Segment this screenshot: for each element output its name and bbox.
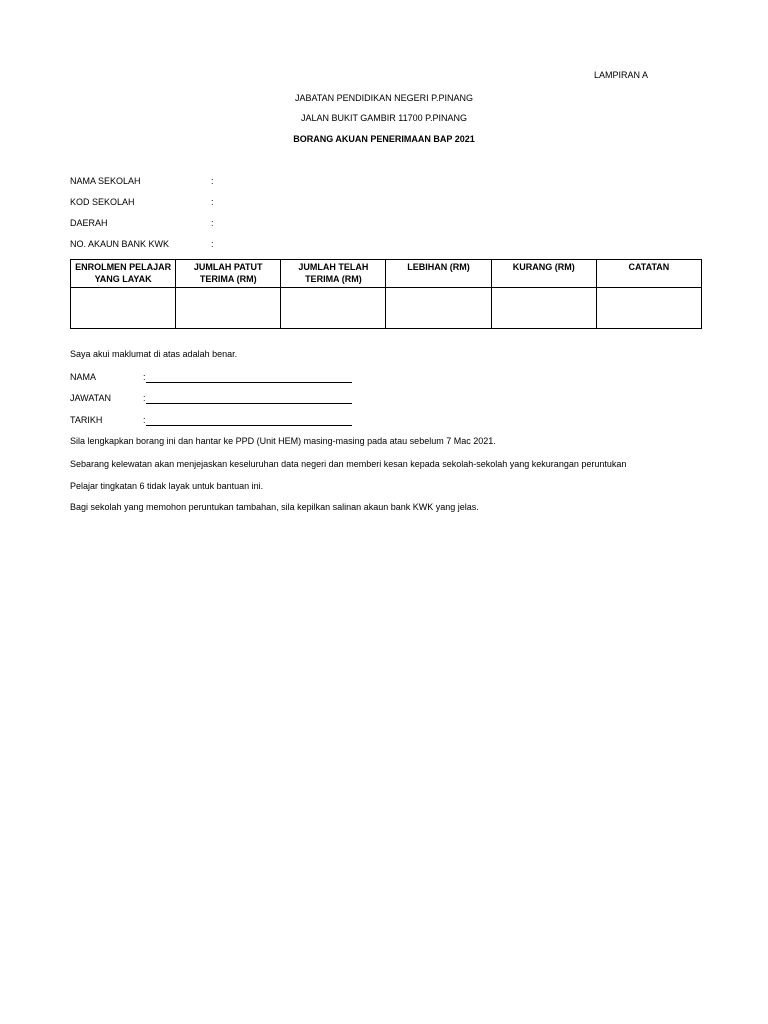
field-label-school-code: KOD SEKOLAH xyxy=(70,197,135,207)
signature-date-field[interactable]: : xyxy=(143,415,352,425)
cell-enrolment[interactable] xyxy=(71,288,176,329)
cell-amount-received[interactable] xyxy=(281,288,386,329)
declaration-text: Saya akui maklumat di atas adalah benar. xyxy=(70,349,238,359)
signature-label-name: NAMA xyxy=(70,372,97,382)
signature-label-date: TARIKH xyxy=(70,415,103,425)
form-title: BORANG AKUAN PENERIMAAN BAP 2021 xyxy=(293,134,475,144)
field-label-bank-account: NO. AKAUN BANK KWK xyxy=(70,239,170,249)
signature-position-line xyxy=(146,403,352,404)
attachment-label: LAMPIRAN A xyxy=(594,70,649,80)
department-name: JABATAN PENDIDIKAN NEGERI P.PINANG xyxy=(294,93,474,103)
field-label-school-name: NAMA SEKOLAH xyxy=(70,176,141,186)
note-delay-impact: Sebarang kelewatan akan menjejaskan keseluruhan data negeri dan memberi kesan kepada sekolah-sekolah yang kekurangan peruntukan xyxy=(70,459,627,469)
cell-surplus[interactable] xyxy=(386,288,491,329)
field-label-district: DAERAH xyxy=(70,218,108,228)
note-deadline: Sila lengkapkan borang ini dan hantar ke PPD (Unit HEM) masing-masing pada atau sebelum 7 Mac 2021. xyxy=(70,436,496,446)
table-row xyxy=(71,288,702,329)
field-colon-school-code: : xyxy=(211,197,214,207)
cell-notes[interactable] xyxy=(596,288,701,329)
header-surplus: LEBIHAN (RM) xyxy=(386,260,491,288)
field-colon-bank-account: : xyxy=(211,239,214,249)
department-address: JALAN BUKIT GAMBIR 11700 P.PINANG xyxy=(300,113,468,123)
header-enrolment: ENROLMEN PELAJAR YANG LAYAK xyxy=(71,260,176,288)
cell-shortfall[interactable] xyxy=(491,288,596,329)
note-additional-allocation: Bagi sekolah yang memohon peruntukan tambahan, sila kepilkan salinan akaun bank KWK yang jelas. xyxy=(70,502,479,512)
signature-position-field[interactable]: : xyxy=(143,393,352,403)
signature-date-line xyxy=(146,425,352,426)
signature-name-field[interactable]: : xyxy=(143,372,352,382)
signature-name-line xyxy=(146,382,352,383)
field-colon-school-name: : xyxy=(211,176,214,186)
field-colon-district: : xyxy=(211,218,214,228)
header-amount-due: JUMLAH PATUT TERIMA (RM) xyxy=(176,260,281,288)
header-amount-received: JUMLAH TELAH TERIMA (RM) xyxy=(281,260,386,288)
acceptance-table xyxy=(70,259,702,329)
signature-label-position: JAWATAN xyxy=(70,393,111,403)
header-notes: CATATAN xyxy=(596,260,701,288)
cell-amount-due[interactable] xyxy=(176,288,281,329)
header-shortfall: KURANG (RM) xyxy=(491,260,596,288)
note-form6-ineligible: Pelajar tingkatan 6 tidak layak untuk bantuan ini. xyxy=(70,481,264,491)
table-header-row xyxy=(71,260,702,288)
